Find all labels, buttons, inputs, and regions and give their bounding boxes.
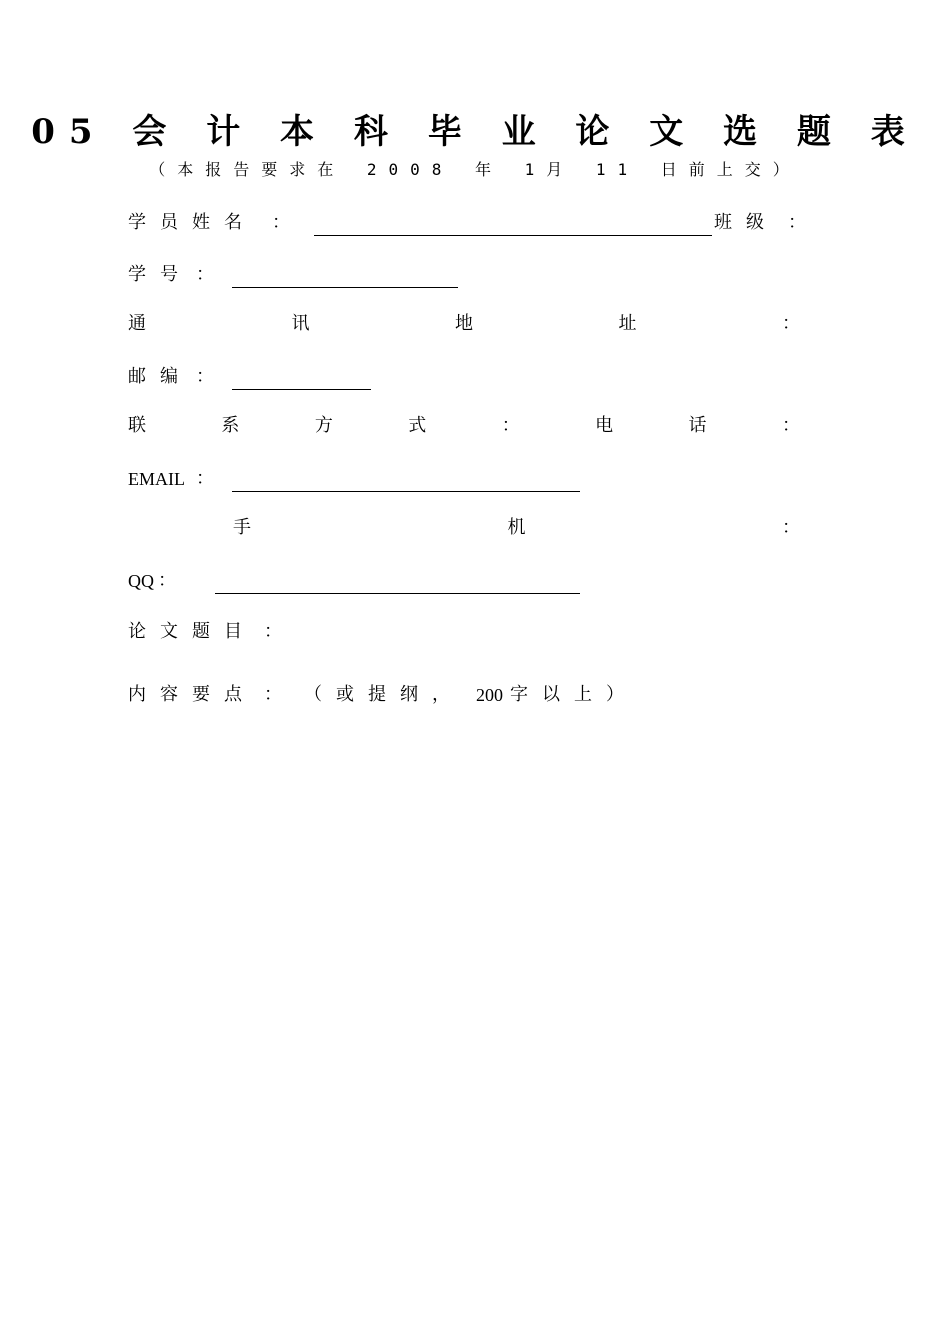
mobile-label [233,513,800,543]
address-colon: ： [782,313,800,334]
class-colon: ： [788,212,806,233]
address-char: 址 [618,313,637,334]
mobile-row [128,513,800,543]
contact-char: 式 [408,415,427,436]
address-char: 讯 [291,313,310,334]
document-subtitle: （本报告要求在 2008 年 1月 11 日前上交） [149,160,801,179]
student-name-field[interactable] [314,235,712,236]
content-row [128,680,800,710]
contact-label [128,411,800,441]
student-name-label: 学员姓名 [128,212,256,233]
contact-char: 方 [314,415,333,436]
address-char: 地 [455,313,473,334]
content-note: （或提纲， [304,684,464,705]
contact-row [128,411,800,441]
qq-label: QQ [128,571,154,591]
phone-char: 话 [688,415,707,436]
document-title: 05 会 计 本 科 毕 业 论 文 选 题 表 [31,112,919,152]
student-name-colon: ： [272,212,290,233]
student-id-colon: ： [196,264,214,285]
postcode-row [128,362,800,392]
address-row [128,309,800,339]
email-row [128,464,800,494]
class-label: 班级 [714,212,778,233]
email-label: EMAIL [128,469,185,489]
thesis-title-row [128,617,800,647]
mobile-colon: ： [782,517,800,538]
qq-row [128,566,800,596]
student-name-row [128,208,806,238]
address-label [128,309,800,339]
content-label: 内容要点 [128,684,256,705]
mobile-char: 机 [507,517,526,538]
student-id-row [128,260,800,290]
content-colon: ： [264,684,282,705]
content-note-tail: 字以上） [510,684,638,705]
qq-colon: ： [158,570,176,591]
qq-field[interactable] [215,593,580,594]
content-note-number: 200 [476,685,503,705]
thesis-title-colon: ： [264,621,282,642]
phone-colon: ： [781,415,800,436]
student-id-label: 学号 [128,264,192,285]
postcode-label: 邮编 [128,366,192,387]
contact-char: 联 [128,415,146,436]
contact-colon: ： [501,415,520,436]
phone-char: 电 [595,415,614,436]
thesis-title-label: 论文题目 [128,621,256,642]
email-colon: ： [196,468,214,489]
email-field[interactable] [232,491,580,492]
student-id-field[interactable] [232,287,458,288]
postcode-field[interactable] [232,389,371,390]
address-char: 通 [128,313,146,334]
contact-char: 系 [221,415,240,436]
postcode-colon: ： [196,366,214,387]
mobile-char: 手 [233,517,251,538]
